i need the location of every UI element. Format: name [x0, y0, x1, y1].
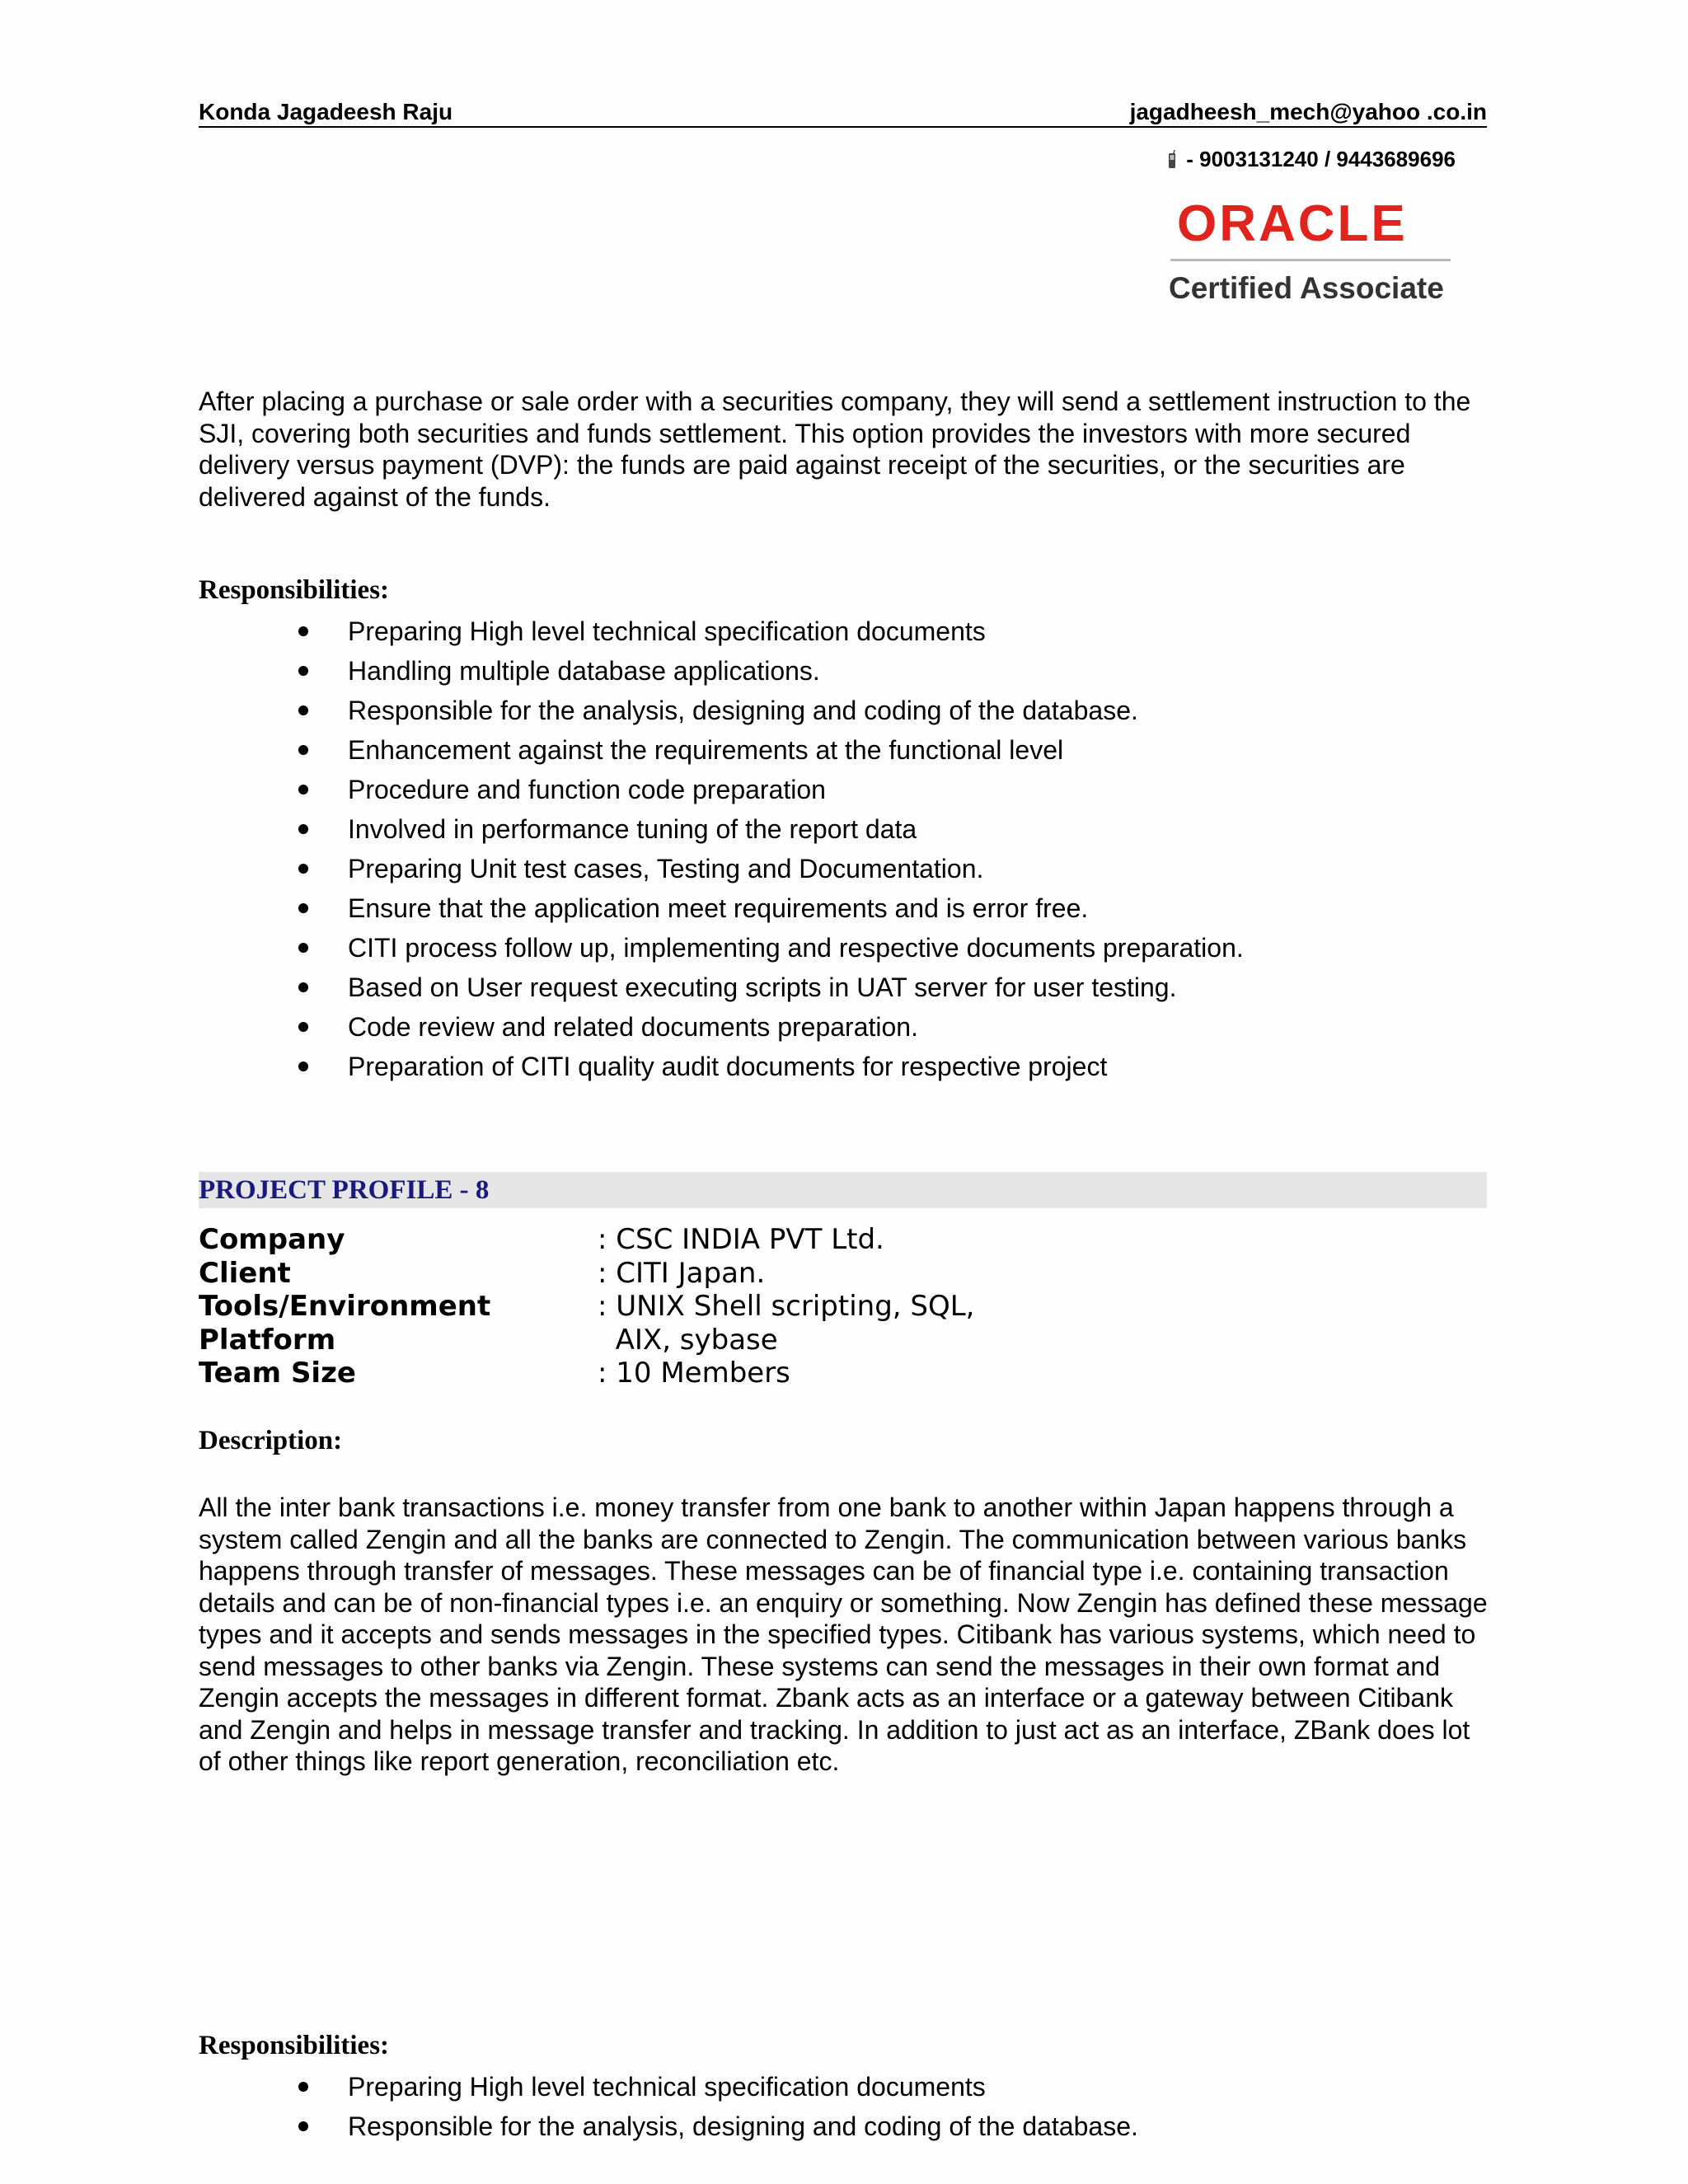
list-item: Enhancement against the requirements at the functional level [199, 730, 1435, 770]
info-value: : 10 Members [598, 1357, 790, 1390]
responsibilities-list [199, 612, 1435, 1086]
list-item: CITI process follow up, implementing and respective documents preparation. [199, 928, 1435, 968]
bullet-icon [298, 982, 308, 992]
bullet-icon [298, 705, 308, 715]
header-email: jagadheesh_mech@yahoo .co.in [1129, 99, 1487, 124]
info-label: Team Size [199, 1357, 356, 1390]
list-item: Responsible for the analysis, designing and coding of the database. [199, 2107, 1435, 2146]
list-item: Preparing Unit test cases, Testing and Documentation. [199, 849, 1435, 888]
list-item: Responsible for the analysis, designing and coding of the database. [199, 691, 1435, 730]
bullet-icon [298, 903, 308, 913]
list-item: Based on User request executing scripts in UAT server for user testing. [199, 968, 1435, 1007]
bullet-icon [298, 1022, 308, 1032]
intro-paragraph: After placing a purchase or sale order with a securities company, they will send a settlement instruction to the SJI, covering both securities and funds settlement. This option provides the investors with more secured delivery versus payment (DVP): the funds are paid against receipt of the securities, or the securities are delivered against of the funds. [199, 387, 1471, 512]
mobile-phone-icon [1166, 150, 1178, 170]
bullet-icon [298, 824, 308, 834]
responsibilities-heading-2: Responsibilities: [199, 2031, 390, 2060]
logo-subtitle: Certified Associate [1169, 271, 1444, 305]
info-label: Client [199, 1256, 291, 1290]
header-name: Konda Jagadeesh Raju [199, 99, 453, 124]
project-profile-bar [199, 1172, 1487, 1208]
bullet-icon [298, 785, 308, 794]
header-phone [1166, 147, 1456, 172]
list-item: Preparing High level technical specification documents [199, 612, 1435, 651]
list-item: Preparing High level technical specification documents [199, 2067, 1435, 2107]
header-phone-text: - 9003131240 / 9443689696 [1186, 147, 1456, 171]
bullet-icon [298, 2121, 308, 2131]
bullet-icon [298, 745, 308, 755]
description-paragraph: All the inter bank transactions i.e. money transfer from one bank to another within Japan happens through a system called Zengin and all the banks are connected to Zengin. The communication between various banks happens through transfer of messages. These messages can be of financial type i.e. containing transaction details and can be of non-financial types i.e. an enquiry or something. Now Zengin has defined these message types and it accepts and sends messages in the specified types. Citibank has various systems, which need to send messages to other banks via Zengin. These systems can send the messages in their own format and Zengin accepts the messages in different format. Zbank acts as an interface or a gateway between Citibank and Zengin and helps in message transfer and tracking. In addition to just act as an interface, ZBank does lot of other things like report generation, reconciliation etc. [199, 1493, 1488, 1776]
bullet-icon [298, 626, 308, 636]
description-heading: Description: [199, 1426, 343, 1455]
header-divider [199, 126, 1487, 128]
info-label: Tools/Environment [199, 1290, 491, 1323]
info-value: AIX, sybase [598, 1323, 778, 1357]
responsibilities-list-2 [199, 2067, 1435, 2146]
list-item: Code review and related documents preparation. [199, 1007, 1435, 1047]
bullet-icon [298, 943, 308, 953]
bullet-icon [298, 2082, 308, 2092]
project-profile-title: PROJECT PROFILE - 8 [199, 1175, 490, 1205]
info-value: : UNIX Shell scripting, SQL, [598, 1290, 975, 1323]
oracle-wordmark: ORACLE [1177, 195, 1408, 252]
bullet-icon [298, 864, 308, 874]
list-item: Handling multiple database applications. [199, 651, 1435, 691]
list-item: Ensure that the application meet requirements and is error free. [199, 888, 1435, 928]
bullet-icon [298, 1062, 308, 1071]
info-value: : CSC INDIA PVT Ltd. [598, 1223, 884, 1256]
info-value: : CITI Japan. [598, 1256, 766, 1290]
info-label: Company [199, 1223, 345, 1256]
list-item: Preparation of CITI quality audit documents for respective project [199, 1047, 1435, 1086]
logo-divider [1170, 259, 1451, 261]
responsibilities-heading: Responsibilities: [199, 575, 390, 605]
oracle-certified-associate-logo [1167, 194, 1456, 310]
list-item: Involved in performance tuning of the report data [199, 809, 1435, 849]
list-item: Procedure and function code preparation [199, 770, 1435, 809]
bullet-icon [298, 666, 308, 676]
info-label: Platform [199, 1323, 336, 1357]
